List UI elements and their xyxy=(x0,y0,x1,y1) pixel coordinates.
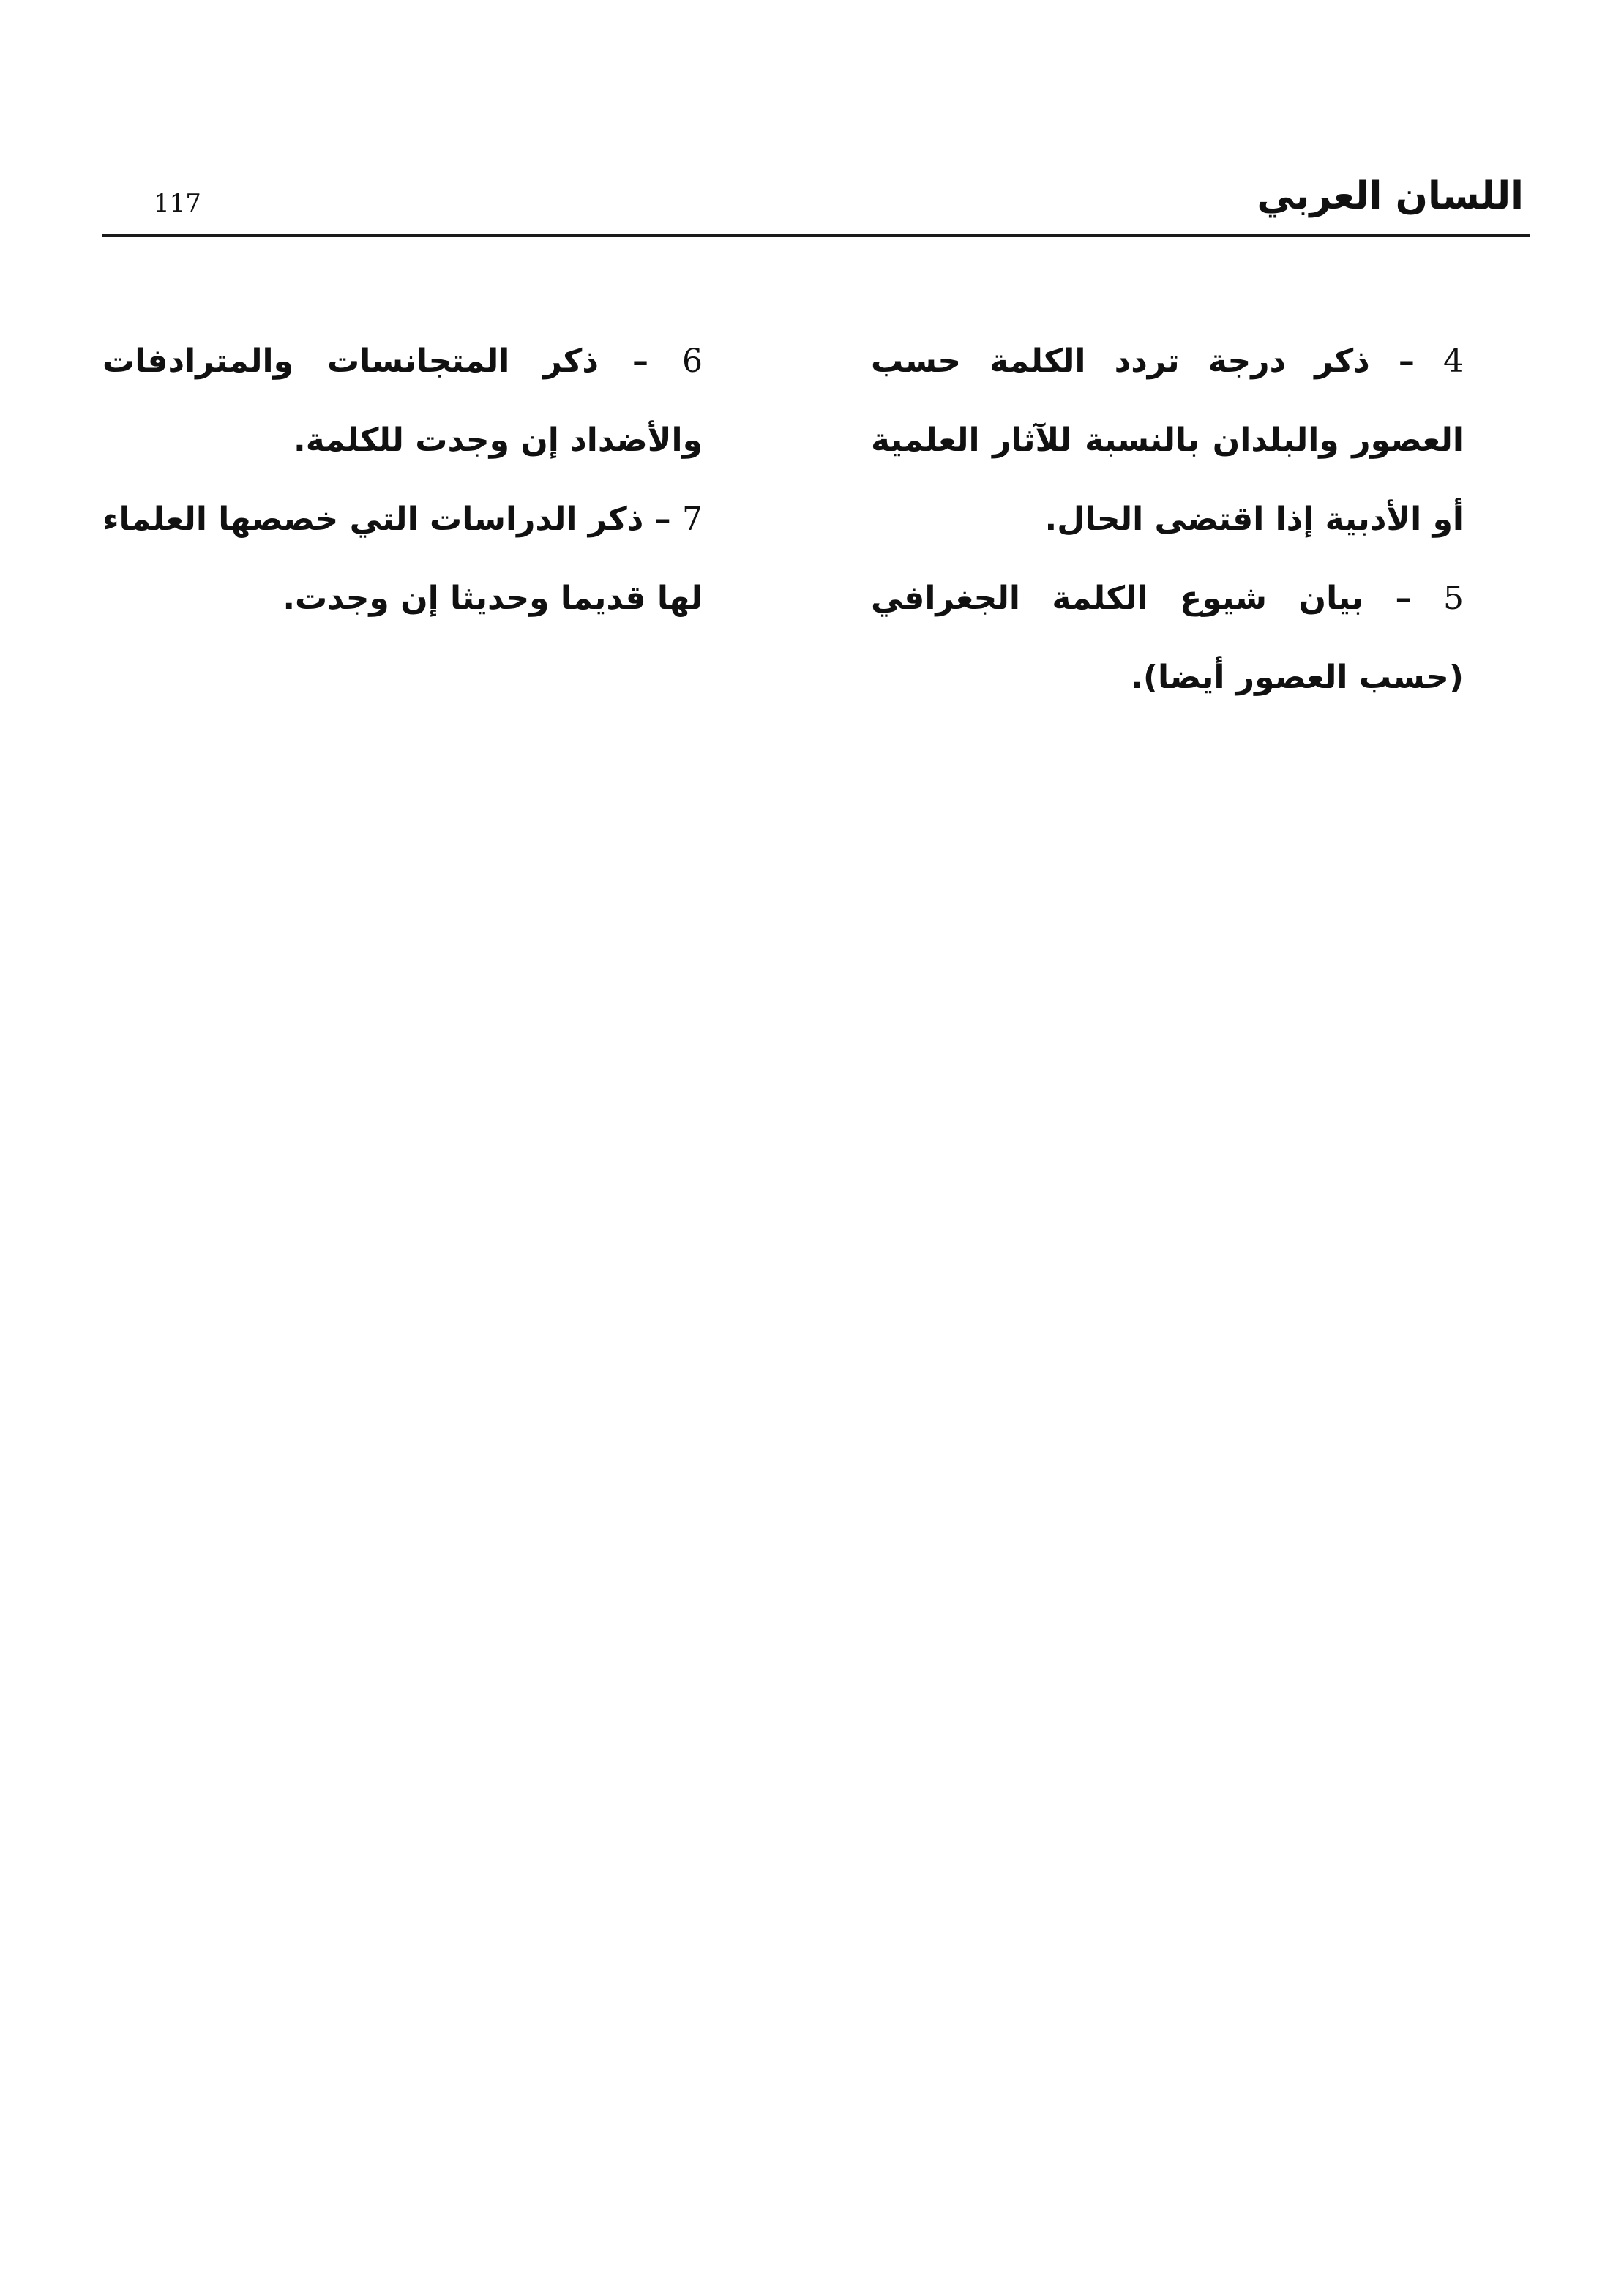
item-number: 5 xyxy=(1443,580,1464,617)
running-header xyxy=(102,168,1530,237)
item-text: – بيان شيوع الكلمة الجغرافي (حسب العصور أيضا). xyxy=(871,580,1464,696)
item-text: – ذكر المتجانسات والمترادفات والأضداد إن وجدت للكلمة. xyxy=(102,343,703,459)
item-number: 6 xyxy=(682,343,703,380)
item-text: – ذكر درجة تردد الكلمة حسب العصور والبلدان بالنسبة للآثار العلمية أو الأدبية إذا اقتضى الحال. xyxy=(871,343,1464,538)
item-text: – ذكر الدراسات التي خصصها العلماء لها قديما وحديثا إن وجدت. xyxy=(102,501,703,617)
right-column xyxy=(871,322,1464,717)
list-item-6 xyxy=(102,322,703,480)
left-column xyxy=(102,322,703,638)
item-number: 7 xyxy=(682,501,703,538)
journal-title: اللسان العربي xyxy=(1257,174,1524,218)
list-item-5 xyxy=(871,559,1464,717)
item-number: 4 xyxy=(1443,343,1464,380)
list-item-7 xyxy=(102,480,703,638)
page-number: 117 xyxy=(154,189,201,218)
list-item-4 xyxy=(871,322,1464,559)
